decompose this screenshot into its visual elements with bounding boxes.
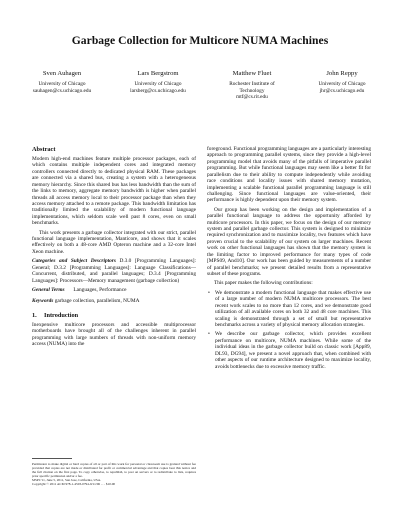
author-affiliation: University of Chicago	[318, 81, 366, 87]
paper-title: Garbage Collection for Multicore NUMA Machines	[71, 34, 329, 47]
right-column	[207, 146, 371, 373]
abstract-paragraph: This work presents a garbage collector integrated with our strict, parallel functional language implementation, Manticore, and shows that it scales effectively on both a 48-core AMD Opteron machine and a 32-core Intel Xeon machine.	[32, 229, 196, 255]
author-name: John Reppy	[326, 70, 358, 77]
abstract-paragraph: Modern high-end machines feature multiple processor packages, each of which contains multiple independent cores and integrated memory controllers connected directly to dedicated physical RAM. These packages are connected via a shared bus, creating a system with a heterogeneous memory hierarchy. Since this shared bus has less bandwidth than the sum of the links to memory, aggregate memory bandwidth is higher when parallel threads all access memory local to their processor package than when they access memory attached to a remote package. This bandwidth limitation has traditionally limited the scalability of modern functional language implementations, which seldom scale well past 8 cores, even on small benchmarks.	[32, 156, 196, 227]
body-paragraph: This paper makes the following contributions:	[214, 280, 313, 287]
copyright-footnote	[32, 462, 196, 487]
footnote-permission: Permission to make digital or hard copies of all or part of this work for personal or classroom use is granted without fee provided that copies are not made or distributed for profit or commercial advantage and that copies bear this notice and the full citation on the first page. To copy otherwise, to republish, to post on servers or to redistribute to lists, requires prior specific permission and/or a fee.	[32, 462, 196, 479]
author-name: Lars Bergstrom	[137, 70, 179, 77]
general-terms-text: Languages, Performance	[73, 287, 127, 294]
list-item	[207, 290, 371, 329]
list-item	[207, 331, 371, 370]
body-paragraph: Our group has been working on the design and implementation of a parallel functional language to address the opportunity afforded by multicore processors. In this paper, we focus on the design of our memory system and parallel garbage collector. This system is designed to minimize required synchronization and to maximize locality, two features which have proven crucial to the scalability of our system on larger machines. Recent work on other functional languages has shown that the memory system is the limiting factor to improved performance for many types of code [MPS09, And10]. Our work has been guided by measurements of a number of parallel benchmarks; we present detailed results from a representative subset of these programs.	[207, 206, 371, 278]
footnote-copyright: Copyright © 2011 ACM 978-1-4503-0794-9/11/06 . . . $10.00	[32, 482, 116, 487]
categories-block	[32, 258, 196, 284]
footnote-conference: MSPC'11, June 5, 2011, San Jose, California, USA.	[32, 478, 101, 483]
intro-paragraph: Inexpensive multicore processors and accessible multiprocessor motherboards have brought all of the challenges inherent in parallel programming with large numbers of threads with non-uniform memory access (NUMA) into the	[32, 321, 196, 348]
bullet-icon: •	[208, 289, 210, 296]
author-affiliation: University of Chicago	[38, 81, 86, 87]
list-item-text: We describe our garbage collector, which provides excellent performance on multicore, NUMA machines. While some of the individual ideas in the garbage collector build on classic work [App89, DL93, DG94], we present a novel approach that, when combined with other aspects of our runtime architecture designed to maximize locality, avoids bottlenecks due to excessive memory traffic.	[215, 331, 371, 370]
categories-label: Categories and Subject Descriptors	[32, 258, 116, 265]
author-email: jhr@cs.uchicago.edu	[319, 87, 365, 94]
author-affiliation-extra: Technology	[239, 87, 265, 94]
left-column	[32, 146, 196, 351]
keywords-text: garbage collection, parallelism, NUMA	[54, 298, 140, 305]
author-name: Matthew Fluet	[232, 70, 272, 77]
author-block	[206, 70, 298, 101]
section-heading	[32, 312, 196, 320]
author-block	[110, 70, 206, 101]
contributions-list	[207, 290, 371, 370]
bullet-icon: •	[208, 331, 210, 338]
author-block	[14, 70, 110, 101]
author-affiliation: University of Chicago	[134, 81, 182, 87]
categories-text: D.3.0 [Programming Languages]: General; D.3.2 [Programming Languages]: Language Classifications—Concurrent, distributed, and parallel languages; D.3.4 [Programming Languages]: Processors—Memory management (garbage collection)	[32, 258, 197, 284]
body-paragraph: foreground. Functional programming languages are a particularly interesting approach to programming parallel systems, since they provide a high-level programming model that avoids many of the pitfalls of imperative parallel programming. But while functional languages may seem like a better fit for parallelism due to their ability to compute independently while avoiding race conditions and locality issues with shared memory mutation, implementing a scalable functional parallel programming language is still challenging. Since functional languages are value-oriented, their performance is highly dependent upon their memory system.	[207, 146, 371, 204]
author-email: larsberg@cs.uchicago.edu	[130, 87, 186, 94]
footnote-rule	[32, 458, 72, 459]
general-terms-block	[32, 287, 196, 293]
keywords-label: Keywords	[32, 298, 54, 305]
author-affiliation: Rochester Institute of	[229, 81, 275, 87]
abstract-heading: Abstract	[32, 146, 56, 153]
author-name: Sven Auhagen	[42, 70, 82, 77]
author-list	[14, 70, 386, 101]
list-item-text: We demonstrate a modern functional language that makes effective use of a large number of modern NUMA multicore processors. The best recent work scales to no more than 12 cores, and we demonstrate good utilization of all available cores on both 32 and 48 core machines. This scaling is demonstrated through a set of small but representative benchmarks across a variety of physical memory allocation strategies.	[215, 289, 371, 328]
section-number: 1.	[32, 311, 37, 319]
author-email: sauhagen@cs.uchicago.edu	[32, 87, 92, 94]
author-block	[298, 70, 386, 101]
general-terms-label: General Terms	[32, 287, 65, 294]
author-email: mtf@cs.rit.edu	[236, 94, 268, 101]
keywords-block	[32, 298, 196, 304]
section-title: Introduction	[44, 311, 79, 319]
